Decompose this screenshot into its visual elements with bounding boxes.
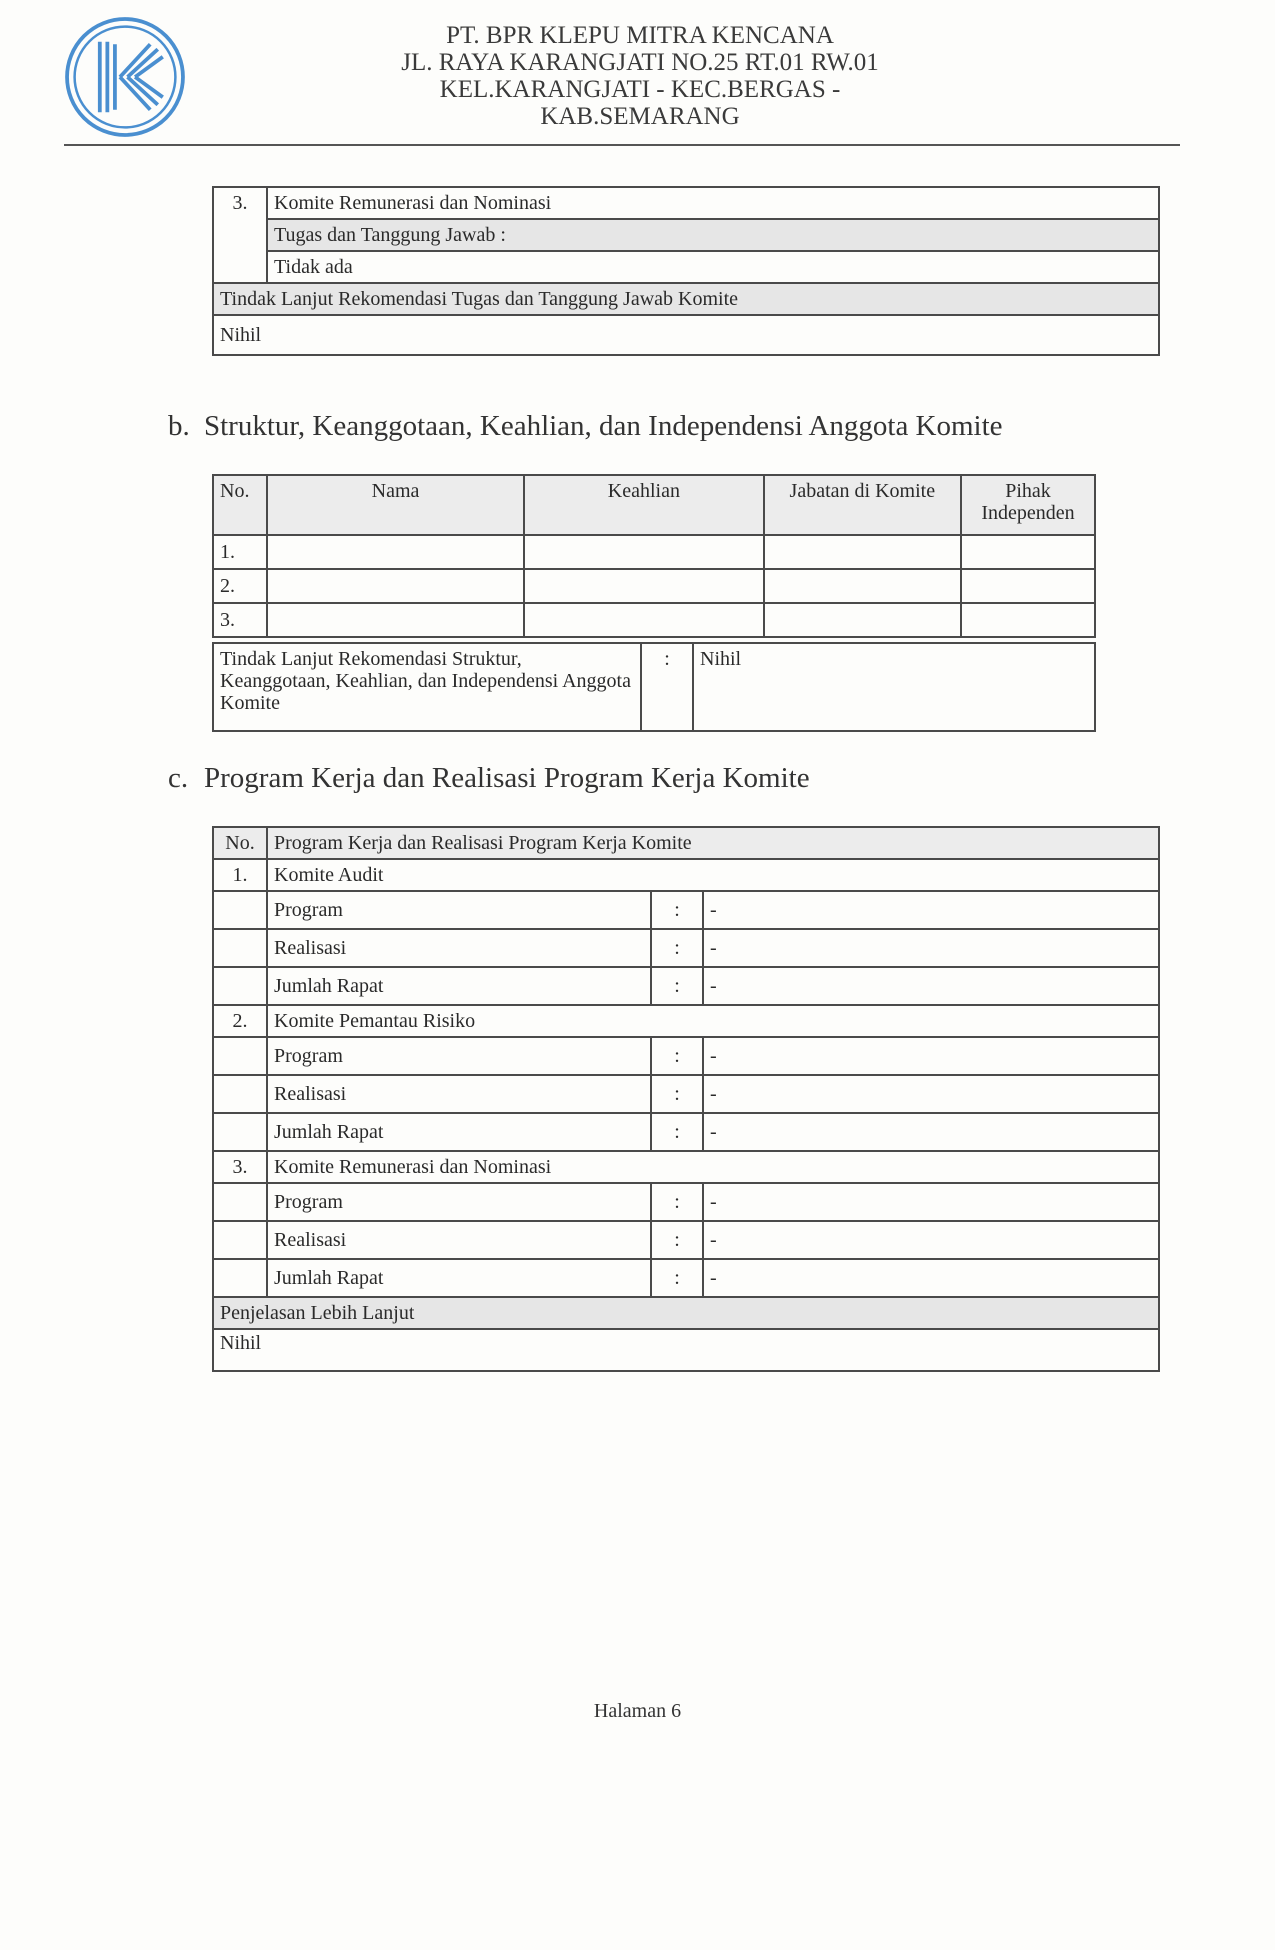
col-keahlian-header: Keahlian — [524, 475, 763, 535]
table-row — [213, 535, 1095, 569]
colon: : — [651, 891, 703, 929]
work-program-table — [212, 826, 1160, 1372]
program-value: - — [703, 1183, 1159, 1221]
table-header-row — [213, 827, 1159, 859]
row-number: 3. — [213, 187, 267, 283]
table-row — [213, 603, 1095, 637]
col-nama-header: Nama — [267, 475, 524, 535]
rapat-label: Jumlah Rapat — [267, 967, 651, 1005]
structure-followup-value: Nihil — [693, 643, 1095, 731]
blank-cell — [213, 891, 267, 929]
program-label: Program — [267, 1183, 651, 1221]
row-number: 1. — [213, 859, 267, 891]
table-row — [213, 1075, 1159, 1113]
colon: : — [651, 1075, 703, 1113]
cell-jabatan — [764, 569, 962, 603]
table-row — [213, 219, 1159, 251]
section-b-title: Struktur, Keanggotaan, Keahlian, dan Independensi Anggota Komite — [204, 410, 1003, 442]
colon: : — [641, 643, 693, 731]
table-row — [213, 929, 1159, 967]
duties-label: Tugas dan Tanggung Jawab : — [267, 219, 1159, 251]
col-jabatan-header: Jabatan di Komite — [764, 475, 962, 535]
address-line-3: KAB.SEMARANG — [540, 103, 740, 130]
colon: : — [651, 1259, 703, 1297]
row-number: 1. — [213, 535, 267, 569]
table-row — [213, 1113, 1159, 1151]
cell-keahlian — [524, 535, 763, 569]
cell-nama — [267, 569, 524, 603]
table-row — [213, 891, 1159, 929]
colon: : — [651, 1113, 703, 1151]
table-row — [213, 1183, 1159, 1221]
table-row — [213, 251, 1159, 283]
cell-jabatan — [764, 603, 962, 637]
program-label: Program — [267, 1037, 651, 1075]
section-c-label: c. — [168, 762, 189, 794]
section-c-title: Program Kerja dan Realisasi Program Kerja Komite — [204, 762, 810, 794]
section-b-heading — [168, 410, 1003, 443]
table-row — [213, 1259, 1159, 1297]
further-explanation-label: Penjelasan Lebih Lanjut — [213, 1297, 1159, 1329]
table-header-row — [213, 475, 1095, 535]
realisasi-value: - — [703, 929, 1159, 967]
blank-cell — [213, 1221, 267, 1259]
committee-name: Komite Audit — [267, 859, 1159, 891]
table-row — [213, 187, 1159, 219]
table-row — [213, 1297, 1159, 1329]
realisasi-label: Realisasi — [267, 929, 651, 967]
colon: : — [651, 1183, 703, 1221]
table-row — [213, 1005, 1159, 1037]
address-line-1: JL. RAYA KARANGJATI NO.25 RT.01 RW.01 — [401, 49, 879, 76]
header-divider — [64, 144, 1180, 146]
table-row — [213, 283, 1159, 315]
cell-jabatan — [764, 535, 962, 569]
blank-cell — [213, 1075, 267, 1113]
rapat-value: - — [703, 1113, 1159, 1151]
company-name: PT. BPR KLEPU MITRA KENCANA — [446, 22, 834, 49]
committee-name: Komite Remunerasi dan Nominasi — [267, 187, 1159, 219]
blank-cell — [213, 1183, 267, 1221]
company-logo-icon — [62, 14, 188, 140]
blank-cell — [213, 967, 267, 1005]
table-row — [213, 1329, 1159, 1371]
blank-cell — [213, 1037, 267, 1075]
realisasi-value: - — [703, 1075, 1159, 1113]
rapat-value: - — [703, 967, 1159, 1005]
row-number: 2. — [213, 1005, 267, 1037]
blank-cell — [213, 1113, 267, 1151]
table-row — [213, 1151, 1159, 1183]
address-line-2: KEL.KARANGJATI - KEC.BERGAS - — [439, 76, 841, 103]
rapat-value: - — [703, 1259, 1159, 1297]
rapat-label: Jumlah Rapat — [267, 1113, 651, 1151]
program-label: Program — [267, 891, 651, 929]
section-c-heading — [168, 762, 810, 795]
committee-duties-table — [212, 186, 1160, 356]
structure-followup-label: Tindak Lanjut Rekomendasi Struktur, Keanggotaan, Keahlian, dan Independensi Anggota Komite — [213, 643, 641, 731]
committee-structure-table — [212, 474, 1096, 638]
committee-name: Komite Remunerasi dan Nominasi — [267, 1151, 1159, 1183]
blank-cell — [213, 929, 267, 967]
col-pihak-header: Pihak Independen — [961, 475, 1095, 535]
rapat-label: Jumlah Rapat — [267, 1259, 651, 1297]
program-value: - — [703, 891, 1159, 929]
cell-pihak — [961, 569, 1095, 603]
further-explanation-value: Nihil — [213, 1329, 1159, 1371]
cell-keahlian — [524, 603, 763, 637]
structure-followup-table — [212, 642, 1096, 732]
followup-label: Tindak Lanjut Rekomendasi Tugas dan Tanggung Jawab Komite — [213, 283, 1159, 315]
letterhead — [340, 22, 940, 130]
col-no-header: No. — [213, 827, 267, 859]
table-row — [213, 643, 1095, 731]
duties-value: Tidak ada — [267, 251, 1159, 283]
cell-nama — [267, 603, 524, 637]
program-value: - — [703, 1037, 1159, 1075]
table-row — [213, 1221, 1159, 1259]
colon: : — [651, 1037, 703, 1075]
row-number: 3. — [213, 603, 267, 637]
row-number: 2. — [213, 569, 267, 603]
realisasi-label: Realisasi — [267, 1075, 651, 1113]
cell-keahlian — [524, 569, 763, 603]
committee-name: Komite Pemantau Risiko — [267, 1005, 1159, 1037]
table-row — [213, 967, 1159, 1005]
col-program-header: Program Kerja dan Realisasi Program Kerja Komite — [267, 827, 1159, 859]
cell-pihak — [961, 603, 1095, 637]
row-number: 3. — [213, 1151, 267, 1183]
page-number: Halaman 6 — [593, 1700, 682, 1722]
cell-pihak — [961, 535, 1095, 569]
realisasi-value: - — [703, 1221, 1159, 1259]
table-row — [213, 315, 1159, 355]
colon: : — [651, 967, 703, 1005]
col-no-header: No. — [213, 475, 267, 535]
realisasi-label: Realisasi — [267, 1221, 651, 1259]
followup-value: Nihil — [213, 315, 1159, 355]
table-row — [213, 859, 1159, 891]
table-row — [213, 569, 1095, 603]
table-row — [213, 1037, 1159, 1075]
section-b-label: b. — [168, 410, 190, 442]
colon: : — [651, 929, 703, 967]
colon: : — [651, 1221, 703, 1259]
cell-nama — [267, 535, 524, 569]
blank-cell — [213, 1259, 267, 1297]
